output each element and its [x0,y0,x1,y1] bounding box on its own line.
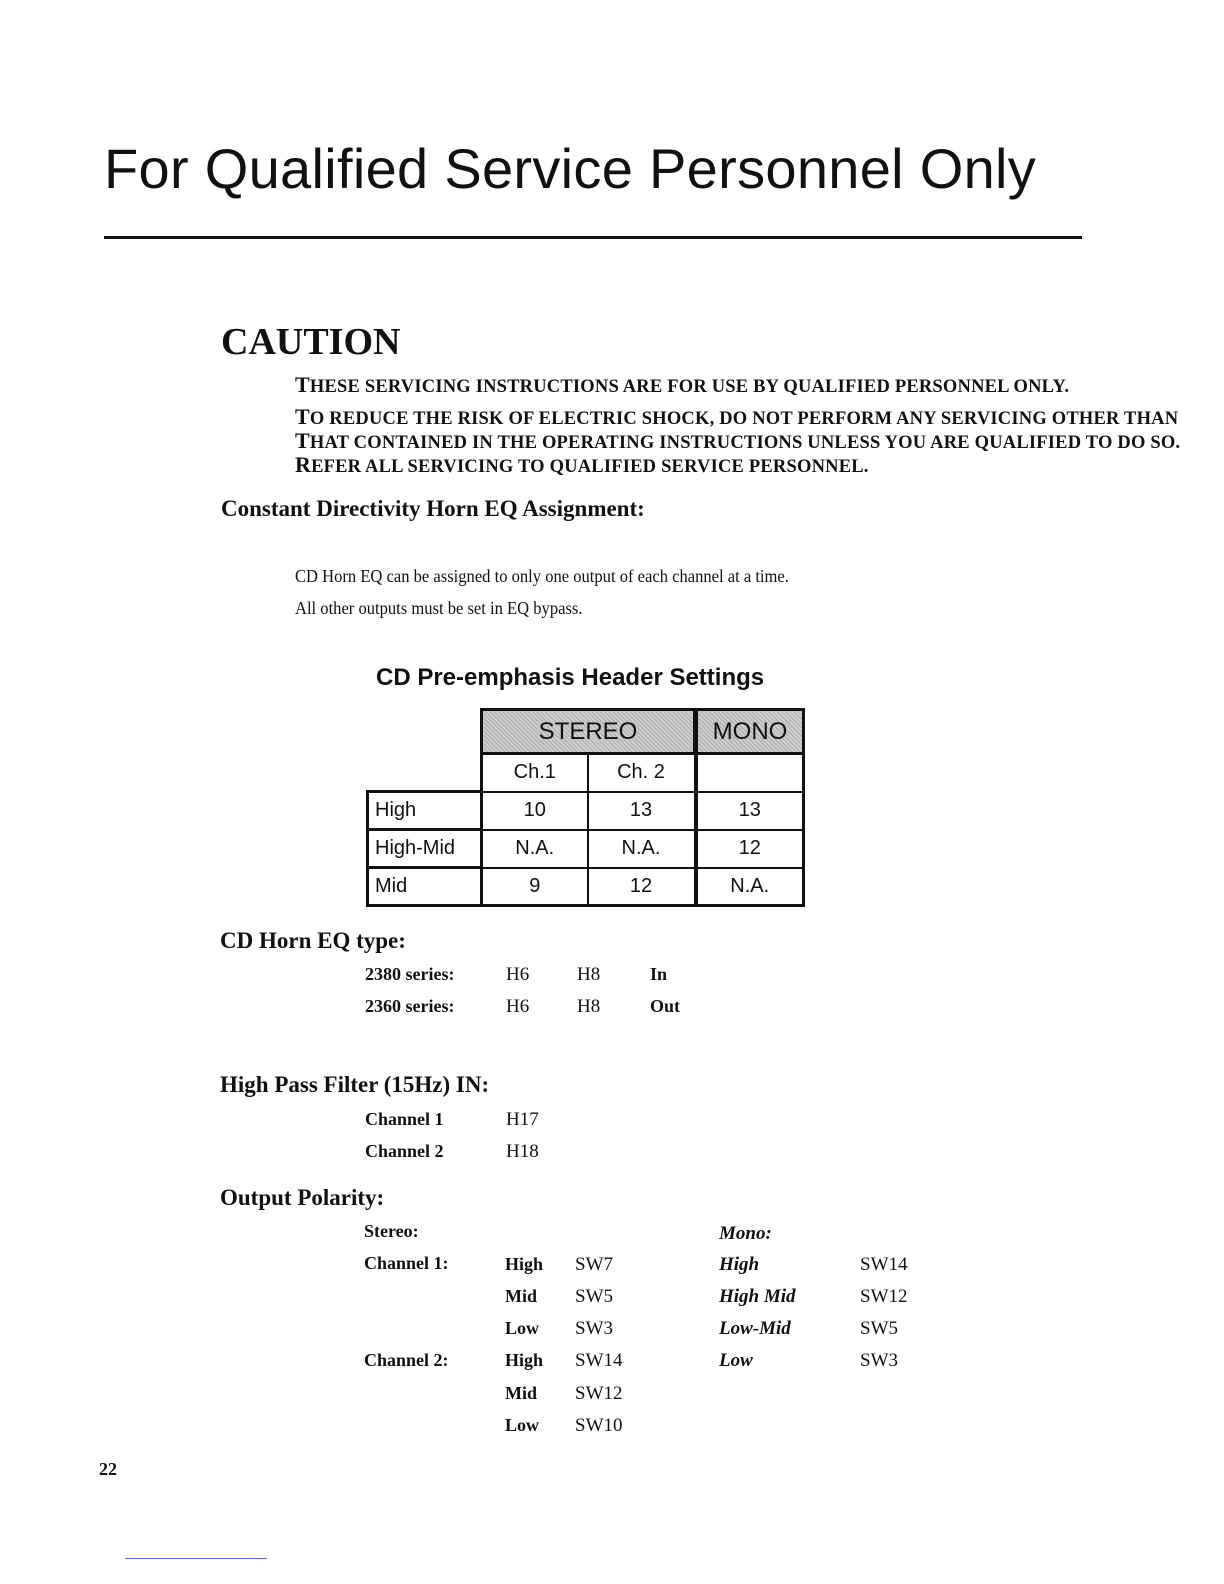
high-pass-filter-heading: High Pass Filter (15Hz) IN: [220,1072,490,1097]
hpf-channel-label: Channel 1 [365,1109,444,1129]
row-label: High-Mid [368,830,482,868]
row-label: High [368,792,482,830]
col-ch1-header: Ch.1 [482,754,588,792]
table-row [368,868,804,906]
table-row [368,830,804,868]
stereo-label: Stereo: [364,1221,419,1241]
mono-switch: SW12 [860,1286,908,1307]
mono-switch: SW3 [860,1350,898,1371]
series-label: 2360 series: [365,996,455,1016]
page-title: For Qualified Service Personnel Only [104,137,1037,200]
hpf-channel-label: Channel 2 [365,1141,444,1161]
cell-ch2: 12 [588,868,696,906]
hpf-header: H17 [506,1109,539,1130]
cell-ch2: N.A. [588,830,696,868]
table-row [368,792,804,830]
eq-state: In [650,964,668,984]
table-corner-2 [368,754,482,792]
mono-header: MONO [696,710,804,754]
cell-ch1: 9 [482,868,588,906]
footer-line [125,1558,267,1559]
header-a: H6 [506,996,530,1017]
table-subheader-row [368,754,804,792]
mono-label: Mono: [719,1223,772,1244]
polarity-switch: SW14 [575,1350,623,1371]
mono-band: Low [719,1350,753,1371]
cell-ch2: 13 [588,792,696,830]
mono-band: High Mid [719,1286,796,1307]
polarity-band: High [505,1350,544,1370]
polarity-band: Low [505,1318,540,1338]
output-polarity-heading: Output Polarity: [220,1185,385,1210]
header-a: H6 [506,964,530,985]
cd-horn-eq-text-1: CD Horn EQ can be assigned to only one output of each channel at a time. [295,566,789,586]
cd-horn-eq-text-2: All other outputs must be set in EQ bypass. [295,598,583,618]
caution-title: CAUTION [221,321,401,363]
pre-emphasis-table [366,708,805,907]
header-b: H8 [577,964,601,985]
cell-mono: N.A. [696,868,804,906]
mono-band: High [719,1254,760,1275]
cell-ch1: 10 [482,792,588,830]
caution-line-1: THESE SERVICING INSTRUCTIONS ARE FOR USE BY QUALIFIED PERSONNEL ONLY. [295,372,1070,397]
polarity-switch: SW7 [575,1254,613,1275]
table-corner [368,710,482,754]
mono-band: Low-Mid [719,1318,791,1339]
caution-line-3: THAT CONTAINED IN THE OPERATING INSTRUCTIONS UNLESS YOU ARE QUALIFIED TO DO SO. [295,428,1181,453]
cell-mono: 12 [696,830,804,868]
row-label: Mid [368,868,482,906]
series-label: 2380 series: [365,964,455,984]
channel-1-label: Channel 1: [364,1253,449,1273]
eq-state: Out [650,996,681,1016]
polarity-switch: SW12 [575,1383,623,1404]
polarity-band: Low [505,1415,540,1435]
caution-line-2: TO REDUCE THE RISK OF ELECTRIC SHOCK, DO NOT PERFORM ANY SERVICING OTHER THAN [295,404,1179,429]
cell-ch1: N.A. [482,830,588,868]
cd-horn-eq-type-heading: CD Horn EQ type: [220,928,406,953]
stereo-header: STEREO [482,710,696,754]
polarity-band: Mid [505,1286,538,1306]
table-title: CD Pre-emphasis Header Settings [376,664,765,691]
col-mono-header [696,754,804,792]
polarity-switch: SW10 [575,1415,623,1436]
caution-line-4: REFER ALL SERVICING TO QUALIFIED SERVICE PERSONNEL. [295,452,869,477]
table-header-row [368,710,804,754]
col-ch2-header: Ch. 2 [588,754,696,792]
page-number: 22 [99,1459,117,1479]
hpf-header: H18 [506,1141,539,1162]
header-b: H8 [577,996,601,1017]
mono-switch: SW5 [860,1318,898,1339]
channel-2-label: Channel 2: [364,1350,449,1370]
title-rule [104,236,1082,239]
polarity-band: High [505,1254,544,1274]
cell-mono: 13 [696,792,804,830]
polarity-switch: SW3 [575,1318,613,1339]
cd-horn-eq-assignment-heading: Constant Directivity Horn EQ Assignment: [221,496,645,521]
mono-switch: SW14 [860,1254,908,1275]
polarity-switch: SW5 [575,1286,613,1307]
polarity-band: Mid [505,1383,538,1403]
